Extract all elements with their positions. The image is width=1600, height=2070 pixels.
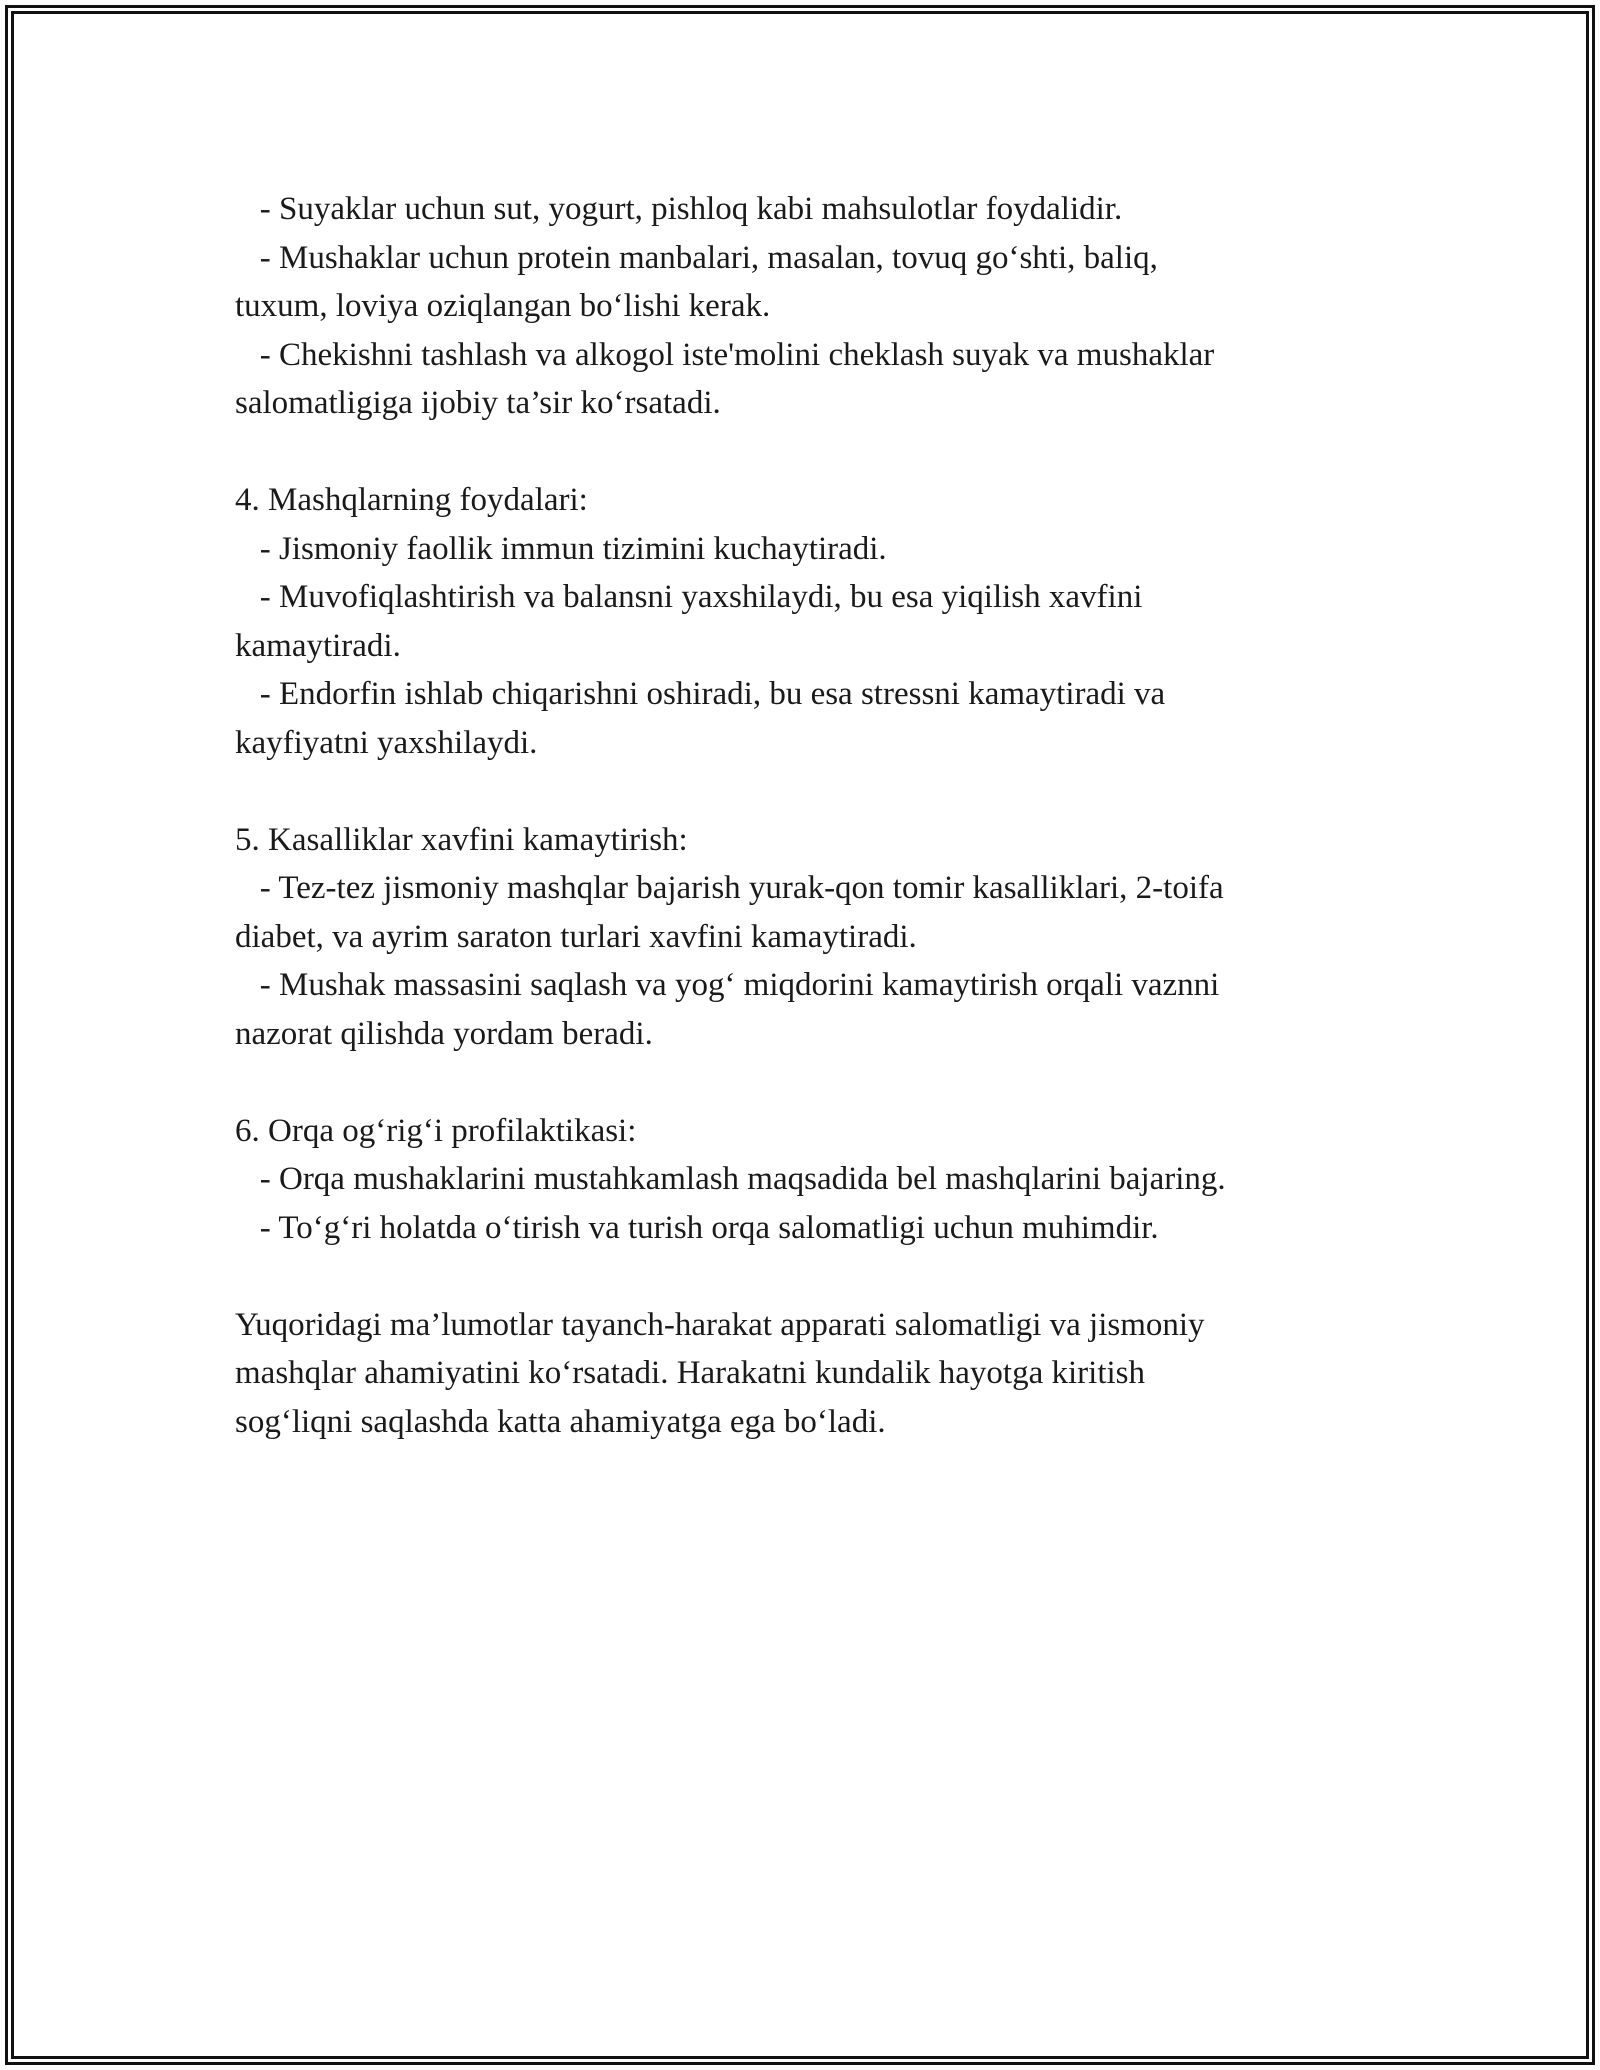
text-line: - Endorfin ishlab chiqarishni oshiradi, bu esa stressni kamaytiradi va xyxy=(235,676,1166,712)
section-heading: 4. Mashqlarning foydalari: xyxy=(235,482,588,518)
paragraph-gap xyxy=(235,428,1385,477)
text-line: kamaytiradi. xyxy=(235,627,401,664)
text-line: tuxum, loviya oziqlangan bo‘lishi kerak. xyxy=(235,288,771,324)
conclusion-line: mashqlar ahamiyatini ko‘rsatadi. Harakatni kundalik hayotga kiritish xyxy=(235,1355,1145,1391)
text-line: diabet, va ayrim saraton turlari xavfini kamaytiradi. xyxy=(235,918,917,955)
conclusion-line: sog‘liqni saqlashda katta ahamiyatga ega bo‘ladi. xyxy=(235,1403,886,1440)
text-line: - Orqa mushaklarini mustahkamlash maqsadida bel mashqlarini bajaring. xyxy=(235,1161,1226,1197)
text-line: - Chekishni tashlash va alkogol iste'molini cheklash suyak va mushaklar xyxy=(235,336,1215,373)
text-line: - Suyaklar uchun sut, yogurt, pishloq kabi mahsulotlar foydalidir. xyxy=(235,191,1123,227)
section-heading: 6. Orqa og‘rig‘i profilaktikasi: xyxy=(235,1112,637,1149)
text-line: salomatligiga ijobiy ta’sir ko‘rsatadi. xyxy=(235,385,721,421)
conclusion-line: Yuqoridagi ma’lumotlar tayanch-harakat apparati salomatligi va jismoniy xyxy=(235,1306,1205,1343)
text-line: - Mushak massasini saqlash va yog‘ miqdorini kamaytirish orqali vaznni xyxy=(235,967,1220,1003)
document-body xyxy=(235,185,1385,1446)
text-line: - Jismoniy faollik immun tizimini kuchaytiradi. xyxy=(235,530,887,567)
text-line: - To‘g‘ri holatda o‘tirish va turish orqa salomatligi uchun muhimdir. xyxy=(235,1209,1159,1246)
paragraph-gap xyxy=(235,767,1385,816)
text-line: nazorat qilishda yordam beradi. xyxy=(235,1015,653,1052)
text-line: kayfiyatni yaxshilaydi. xyxy=(235,724,538,761)
paragraph-gap xyxy=(235,1252,1385,1301)
paragraph-gap xyxy=(235,1058,1385,1107)
text-line: - Tez-tez jismoniy mashqlar bajarish yurak-qon tomir kasalliklari, 2-toifa xyxy=(235,870,1224,906)
text-line: - Mushaklar uchun protein manbalari, masalan, tovuq go‘shti, baliq, xyxy=(235,239,1158,276)
section-heading: 5. Kasalliklar xavfini kamaytirish: xyxy=(235,821,688,858)
text-line: - Muvofiqlashtirish va balansni yaxshilaydi, bu esa yiqilish xavfini xyxy=(235,579,1143,615)
